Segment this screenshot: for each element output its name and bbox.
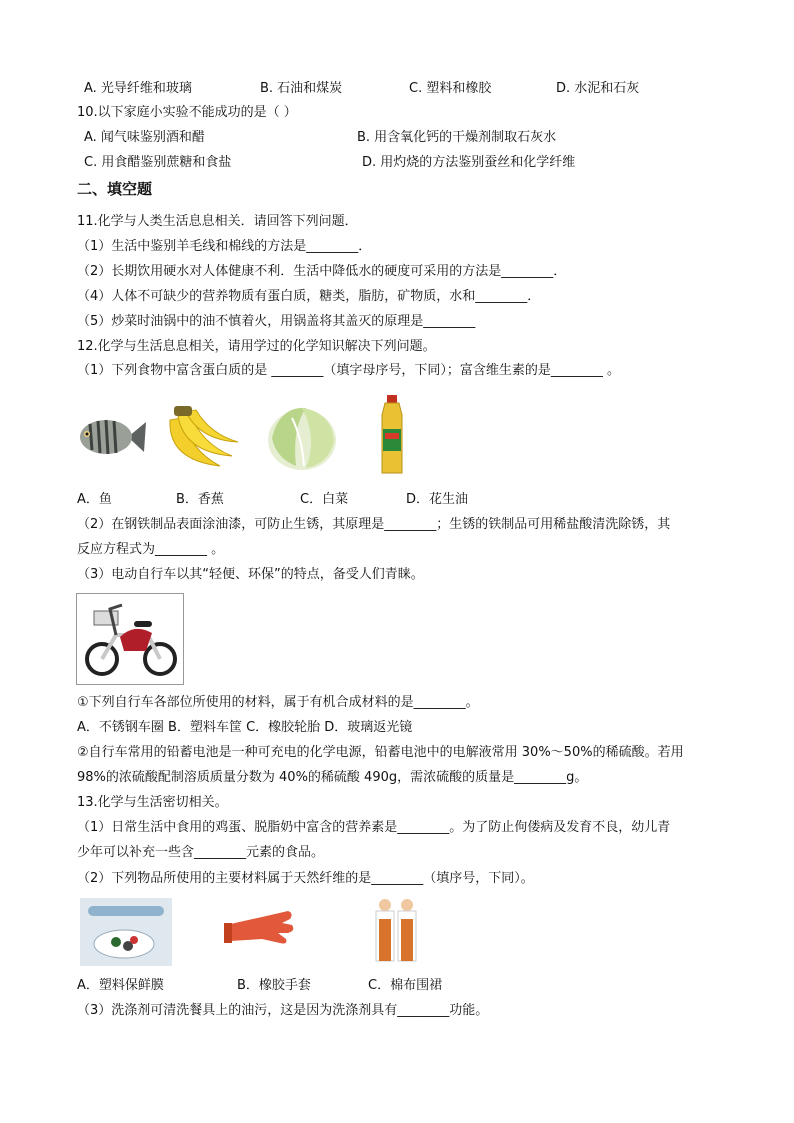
q12-sub-1-options: A．不锈钢车圈 B．塑料车筐 C．橡胶轮胎 D．玻璃返光镜 bbox=[77, 720, 413, 735]
q9-option-d: D. 水泥和石灰 bbox=[556, 81, 640, 96]
q12-part-2b: 反应方程式为________ 。 bbox=[77, 542, 225, 557]
cotton-apron-image bbox=[370, 897, 422, 967]
q9-option-c: C. 塑料和橡胶 bbox=[409, 81, 492, 96]
q11-part-1: （1）生活中鉴别羊毛线和棉线的方法是________． bbox=[77, 239, 372, 254]
q12-part-1: （1）下列食物中富含蛋白质的是 ________（填字母序号，下同）；富含维生素的是________ 。 bbox=[77, 363, 621, 378]
q13-stem: 13.化学与生活密切相关。 bbox=[77, 795, 228, 810]
section-heading: 二、填空题 bbox=[77, 180, 153, 198]
q10-stem: 10.以下家庭小实验不能成功的是（ ） bbox=[77, 105, 297, 120]
rubber-glove-image bbox=[222, 905, 296, 951]
food-label-d: D．花生油 bbox=[406, 492, 469, 507]
q12-sub-2b: 98%的浓硫酸配制溶质质量分数为 40%的稀硫酸 490g，需浓硫酸的质量是________g。 bbox=[77, 770, 588, 785]
q12-part-2a: （2）在钢铁制品表面涂油漆，可防止生锈，其原理是________；生锈的铁制品可用稀盐酸清洗除锈，其 bbox=[77, 517, 671, 532]
q9-option-b: B. 石油和煤炭 bbox=[260, 81, 343, 96]
q13-part-3: （3）洗涤剂可清洗餐具上的油污，这是因为洗涤剂具有________功能。 bbox=[77, 1003, 489, 1018]
food-label-a: A．鱼 bbox=[77, 492, 112, 507]
q12-sub-1: ①下列自行车各部位所使用的材料，属于有机合成材料的是________。 bbox=[77, 695, 479, 710]
food-label-c: C．白菜 bbox=[300, 492, 349, 507]
banana-image bbox=[160, 400, 240, 475]
q10-option-d: D. 用灼烧的方法鉴别蚕丝和化学纤维 bbox=[362, 155, 576, 170]
q13-part-1a: （1）日常生活中食用的鸡蛋、脱脂奶中富含的营养素是________。为了防止佝偻病及发育不良，幼儿青 bbox=[77, 820, 671, 835]
electric-bike-image bbox=[76, 593, 184, 685]
q10-option-a: A. 闻气味鉴别酒和醋 bbox=[84, 130, 205, 145]
q10-option-c: C. 用食醋鉴别蔗糖和食盐 bbox=[84, 155, 232, 170]
peanut-oil-image bbox=[372, 393, 412, 477]
fish-image bbox=[76, 412, 148, 462]
plastic-wrap-image bbox=[80, 898, 172, 966]
q13-part-2: （2）下列物品所使用的主要材料属于天然纤维的是________（填序号，下同）。 bbox=[77, 871, 534, 886]
q13-part-1b: 少年可以补充一些含________元素的食品。 bbox=[77, 845, 325, 860]
cabbage-image bbox=[262, 398, 342, 476]
q11-stem: 11.化学与人类生活息息相关．请回答下列问题． bbox=[77, 214, 358, 229]
item-label-c: C．棉布围裙 bbox=[368, 978, 443, 993]
q12-stem: 12.化学与生活息息相关，请用学过的化学知识解决下列问题。 bbox=[77, 339, 436, 354]
q9-option-a: A. 光导纤维和玻璃 bbox=[84, 81, 192, 96]
q11-part-4: （4）人体不可缺少的营养物质有蛋白质，糖类，脂肪，矿物质，水和________． bbox=[77, 289, 541, 304]
item-label-a: A．塑料保鲜膜 bbox=[77, 978, 164, 993]
q12-sub-2a: ②自行车常用的铅蓄电池是一种可充电的化学电源，铅蓄电池中的电解液常用 30%～50%的稀硫酸。若用 bbox=[77, 745, 684, 760]
q11-part-2: （2）长期饮用硬水对人体健康不利．生活中降低水的硬度可采用的方法是________． bbox=[77, 264, 567, 279]
item-label-b: B．橡胶手套 bbox=[237, 978, 311, 993]
q10-option-b: B. 用含氧化钙的干燥剂制取石灰水 bbox=[357, 130, 557, 145]
q11-part-5: （5）炒菜时油锅中的油不慎着火，用锅盖将其盖灭的原理是________ bbox=[77, 314, 476, 329]
food-label-b: B．香蕉 bbox=[176, 492, 224, 507]
q12-part-3: （3）电动自行车以其“轻便、环保”的特点，备受人们青睐。 bbox=[77, 567, 424, 582]
